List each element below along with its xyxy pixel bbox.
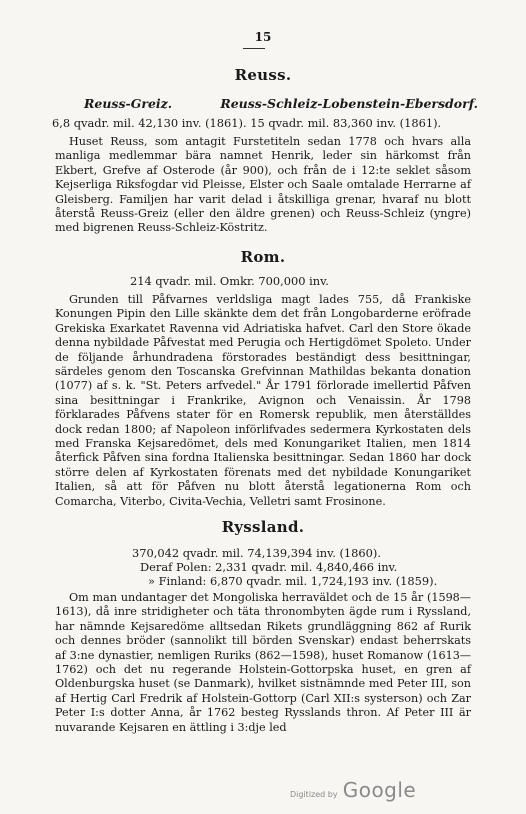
ryssland-stat-finland: » Finland: 6,870 qvadr. mil. 1,724,193 inv. (1859).	[148, 574, 438, 588]
reuss-schleiz-subtitle: Reuss-Schleiz-Lobenstein-Ebersdorf.	[220, 96, 478, 111]
ryssland-paragraph-text: Om man undantager det Mongoliska herraväldet och de 15 år (1598—1613), då inre stridigheter och täta thronombyten ägde rum i Ryssland, har nämnde Kejsaredöme alltsedan Rikets grundläggning 862 af Rurik och dennes bröder (sannolikt till börden Svenskar) endast beherrskats af 3:ne dynastier, nemligen Ruriks (862—1598), huset Romanow (1613—1762) och det nu regerande Holstein-Gottorpska huset, en gren af Oldenburgska huset (se Danmark), hvilket sistnämnde med Peter III, son af Hertig Carl Fredrik af Holstein-Gottorp (Carl XII:s systerson) och Zar Peter I:s dotter Anna, år 1762 besteg Rysslands thron. Af Peter III är nuvarande Kejsaren en ättling i 3:dje led	[55, 591, 471, 734]
reuss-stats: 6,8 qvadr. mil. 42,130 inv. (1861). 15 qvadr. mil. 83,360 inv. (1861).	[52, 116, 442, 130]
reuss-paragraph	[55, 135, 471, 236]
rom-heading: Rom.	[240, 248, 286, 266]
page-number-rule	[243, 48, 265, 49]
rom-paragraph	[55, 293, 471, 509]
ryssland-heading: Ryssland.	[221, 518, 305, 536]
google-digitized-watermark	[290, 778, 416, 802]
rom-paragraph-text: Grunden till Påfvarnes verldsliga magt lades 755, då Frankiske Konungen Pipin den Lille skänkte dem det från Longobarderne eröfrade Grekiska Exarkatet Ravenna vid Adriatiska hafvet. Carl den Store ökade denna nybildade Påfvestat med Perugia och Hertigdömet Spoleto. Under de följande århundradena förstorades beständigt dess besittningar, särdeles genom den Toscanska Grefvinnan Mathildas bekanta donation (1077) af s. k. "St. Peters arfvedel." År 1791 förlorade imellertid Påfven sina besittningar i Frankrike, Avignon och Venaissin. År 1798 förklarades Påfvens stater för en Romersk republik, men återställdes dock redan 1800; af Napoleon införlifvades sedermera Kyrkostaten dels med Franska Kejsaredömet, dels med Konungariket Italien, men 1814 återfick Påfven sina fordna Italienska besittningar. Sedan 1860 har dock större delen af Kyrkostaten förenats med det nybildade Konungariket Italien, så att för Påfven nu blott återstå legationerna Rom och Comarcha, Viterbo, Civita-Vechia, Velletri samt Frosinone.	[55, 293, 471, 508]
ryssland-paragraph	[55, 591, 471, 735]
reuss-paragraph-text: Huset Reuss, som antagit Furstetiteln sedan 1778 och hvars alla manliga medlemmar bära namnet Henrik, leder sin härkomst från Ekbert, Grefve af Osterode (år 900), och från de i 12:te seklet såsom Kejserliga Riksfogdar vid Pleisse, Elster och Saale omtalade Herrarne af Gleisberg. Familjen har varit delad i åtskilliga grenar, hvaraf nu blott återstå Reuss-Greiz (eller den äldre grenen) och Reuss-Schleiz (yngre) med bigrenen Reuss-Schleiz-Köstritz.	[55, 135, 471, 235]
page-number: 15	[254, 30, 272, 44]
ryssland-stat-total: 370,042 qvadr. mil. 74,139,394 inv. (1860).	[132, 546, 381, 560]
digitized-by-label: Digitized by	[290, 790, 338, 799]
rom-stats: 214 qvadr. mil. Omkr. 700,000 inv.	[130, 274, 329, 288]
reuss-heading: Reuss.	[234, 66, 292, 84]
google-wordmark: Google	[342, 778, 417, 802]
ryssland-stat-polen: Deraf Polen: 2,331 qvadr. mil. 4,840,466 inv.	[140, 560, 398, 574]
reuss-greiz-subtitle: Reuss-Greiz.	[84, 96, 173, 111]
